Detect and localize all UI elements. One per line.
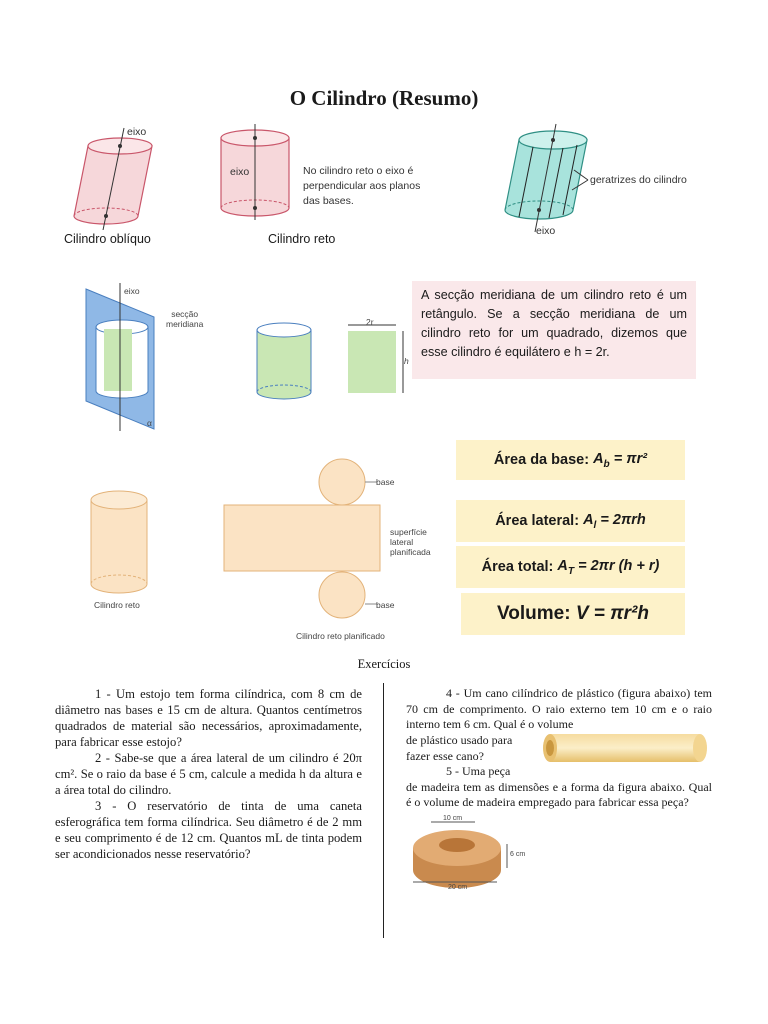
right-cylinder-note: No cilindro reto o eixo é perpendicular aos planos das bases. <box>303 165 421 207</box>
exercises-left-column <box>55 686 362 862</box>
section-rectangle-figure <box>340 315 410 397</box>
formula-lateral: Área lateral: $A_l = 2\pi rh$ <box>456 500 685 542</box>
formula-volume: Volume: V = πr²h <box>461 593 685 635</box>
pipe-figure <box>540 732 710 764</box>
ring-inner-label: 10 cm <box>443 815 463 822</box>
exercise-4-text: 4 - Um cano cilíndrico de plástico (figura abaixo) tem 70 cm de comprimento. O raio externo tem 10 cm e o raio interno tem 6 cm. Qual é o volume <box>406 686 712 731</box>
reto-cylinder-figure <box>88 488 150 598</box>
section-plane-figure <box>80 283 170 433</box>
section-axis-label: eixo <box>124 286 140 296</box>
plane-alpha-label: α <box>147 418 152 428</box>
formula-base: Área da base: $A_b = \pi r^2$ <box>456 440 685 480</box>
width-label: 2r <box>366 317 374 327</box>
oblique-caption: Cilindro oblíquo <box>64 232 151 246</box>
right-cylinder-figure <box>215 122 295 222</box>
generatrix-axis-label: eixo <box>536 225 556 237</box>
exercise-4-cont: de plástico usado para fazer esse cano? <box>406 733 513 763</box>
formula-total: Área total: $A_T = 2\pi r$ (h + r) <box>456 546 685 588</box>
column-divider <box>383 683 384 938</box>
reto-caption: Cilindro reto <box>94 600 140 610</box>
equilateral-definition-box: A secção meridiana de um cilindro reto é um retângulo. Se a secção meridiana de um cilindro reto for um quadrado, dizemos que esse cilindro é equilátero e h = 2r. <box>412 281 696 379</box>
exercises-title: Exercícios <box>357 657 411 671</box>
ring-height-label: 6 cm <box>510 851 526 858</box>
planified-cylinder-figure <box>222 458 382 636</box>
exercise-1: 1 - Um estojo tem forma cilíndrica, com 8 cm de diâmetro nas bases e 15 cm de altura. Quantos centímetros quadrados de material são necessários, aproximadamente, para fabricar esse estojo? <box>55 687 362 749</box>
exercise-3: 3 - O reservatório de tinta de uma caneta esferográfica tem forma cilíndrica. Seu diâmetro é de 2 mm e seu comprimento é de 12 cm. Quantos mL de tinta podem ser acondicionados nesse reservatório? <box>55 799 362 861</box>
oblique-axis-label: eixo <box>127 126 147 138</box>
page-title: O Cilindro (Resumo) <box>289 86 479 110</box>
right-caption: Cilindro reto <box>268 232 336 246</box>
section-label: secção meridiana <box>166 309 204 329</box>
base-label-bottom: base <box>376 600 395 610</box>
planified-caption: Cilindro reto planificado <box>296 631 385 641</box>
exercise-2: 2 - Sabe-se que a área lateral de um cilindro é 20π cm². Se o raio da base é 5 cm, calcule a medida h da altura e a área total do cilindro. <box>55 751 362 797</box>
generatrix-label: geratrizes do cilindro <box>590 174 687 186</box>
generatrix-pointer <box>570 165 590 195</box>
right-axis-label: eixo <box>230 166 250 178</box>
exercise-5-text: 5 - Uma peça de madeira tem as dimensões e a forma da figura abaixo. Qual é o volume de madeira empregado para fabricar essa peça? <box>406 764 712 809</box>
ring-outer-label: 20 cm <box>448 884 468 891</box>
height-label: h <box>404 356 409 366</box>
base-label-top: base <box>376 477 395 487</box>
oblique-cylinder-figure <box>60 120 180 230</box>
lateral-surface-label: superfície lateral planificada <box>390 527 431 557</box>
green-cylinder-figure <box>254 320 314 402</box>
